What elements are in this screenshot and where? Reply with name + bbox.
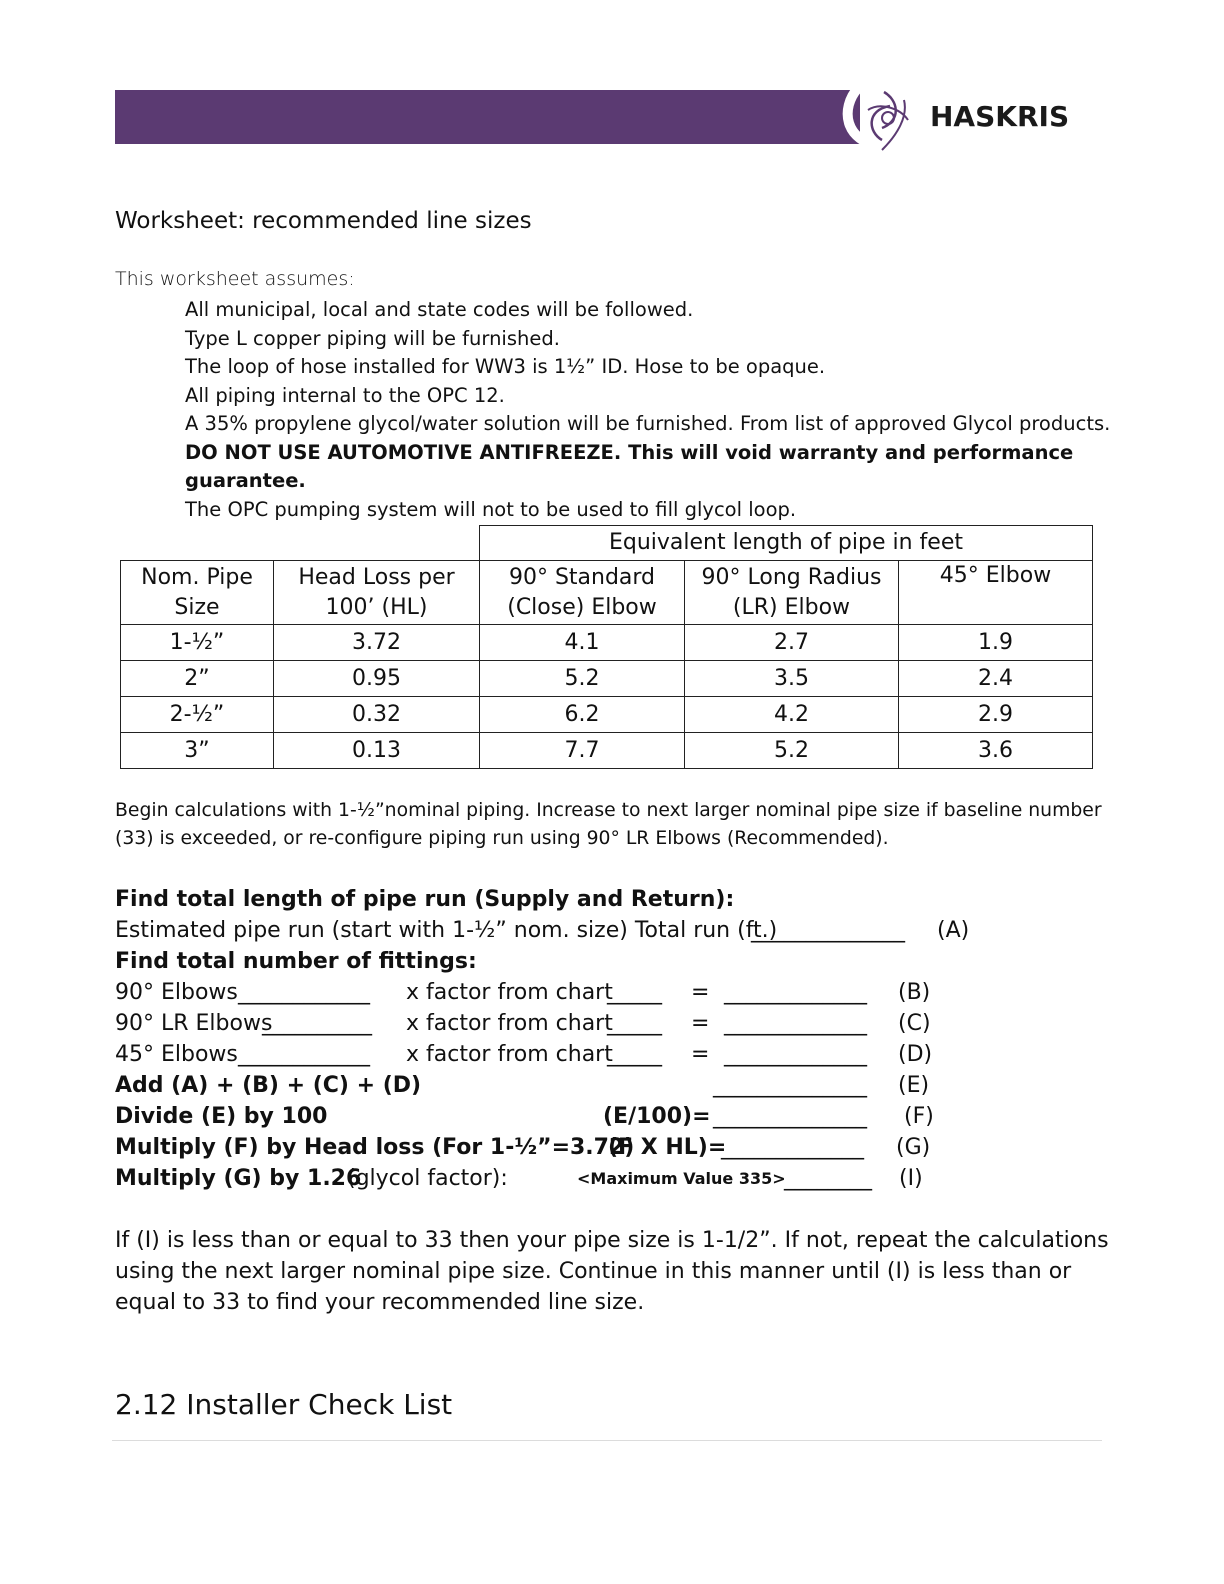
factor-label: x factor from chart [406, 980, 613, 1005]
calc-row [115, 884, 1115, 915]
table-cell: 4.1 [480, 625, 685, 661]
label-d: (D) [898, 1042, 933, 1067]
elbow90-result-blank[interactable]: _____________ [724, 980, 867, 1005]
add-step-label: Add (A) + (B) + (C) + (D) [115, 1073, 422, 1098]
elbow90lr-label: 90° LR Elbows [115, 1011, 273, 1036]
label-i: (I) [899, 1166, 923, 1191]
estimated-run-label: Estimated pipe run (start with 1-½” nom. size) Total run (ft.) [115, 918, 778, 943]
elbow90lr-factor-blank[interactable]: _____ [607, 1011, 662, 1036]
table-cell: 2” [121, 661, 274, 697]
table-cell: 2-½” [121, 697, 274, 733]
divide-expression: (E/100)= [603, 1104, 711, 1129]
table-cell: 1-½” [121, 625, 274, 661]
pipe-length-table [120, 525, 1093, 769]
factor-label: x factor from chart [406, 1011, 613, 1036]
table-cell: 4.2 [685, 697, 899, 733]
table-row [121, 733, 1093, 769]
table-cell: 5.2 [480, 661, 685, 697]
find-length-heading: Find total length of pipe run (Supply and Return): [115, 887, 735, 912]
table-row [121, 661, 1093, 697]
find-fittings-heading: Find total number of fittings: [115, 949, 477, 974]
calc-row [115, 1070, 1115, 1101]
result-g-blank[interactable]: _____________ [721, 1135, 864, 1160]
section-divider [112, 1440, 1102, 1441]
label-c: (C) [898, 1011, 931, 1036]
sum-e-blank[interactable]: ______________ [713, 1073, 867, 1098]
max-value-note: <Maximum Value 335> [577, 1169, 786, 1188]
table-cell: 0.95 [274, 661, 480, 697]
table-cell: 3.6 [899, 733, 1093, 769]
table-cell: 0.32 [274, 697, 480, 733]
divide-step-label: Divide (E) by 100 [115, 1104, 328, 1129]
column-header: Nom. Pipe Size [121, 561, 274, 625]
assumption-item: All municipal, local and state codes will be followed. [185, 298, 694, 321]
section-heading: 2.12 Installer Check List [115, 1388, 453, 1421]
table-cell: 6.2 [480, 697, 685, 733]
elbow45-label: 45° Elbows [115, 1042, 238, 1067]
table-cell: 5.2 [685, 733, 899, 769]
assumption-item: The OPC pumping system will not to be used to fill glycol loop. [185, 497, 797, 521]
column-header: 90° Long Radius (LR) Elbow [685, 561, 899, 625]
calc-row [115, 1039, 1115, 1070]
table-cell: 3.5 [685, 661, 899, 697]
elbow45-result-blank[interactable]: _____________ [724, 1042, 867, 1067]
calc-row [115, 946, 1115, 977]
calc-row [115, 915, 1115, 946]
swirl-logo-icon [838, 80, 928, 156]
multiply-f-label: Multiply (F) by Head loss (For 1-½”=3.72) [115, 1135, 635, 1160]
label-g: (G) [896, 1135, 931, 1160]
elbow90-count-blank[interactable]: ____________ [238, 980, 370, 1005]
factor-label: x factor from chart [406, 1042, 613, 1067]
calc-row [115, 1163, 1115, 1194]
assumptions-intro: This worksheet assumes: [115, 268, 355, 290]
table-cell: 0.13 [274, 733, 480, 769]
equals-sign: = [691, 1011, 710, 1036]
elbow90lr-count-blank[interactable]: __________ [262, 1011, 372, 1036]
total-run-blank[interactable]: ______________ [751, 918, 905, 943]
elbow90-factor-blank[interactable]: _____ [607, 980, 662, 1005]
multiply-g-label: Multiply (G) by 1.26 [115, 1166, 362, 1191]
label-f: (F) [904, 1104, 934, 1129]
assumptions-list [185, 296, 1115, 524]
result-f-blank[interactable]: ______________ [713, 1104, 867, 1129]
label-b: (B) [898, 980, 931, 1005]
column-header: Head Loss per 100’ (HL) [274, 561, 480, 625]
calc-row [115, 1101, 1115, 1132]
assumption-item: The loop of hose installed for WW3 is 1½” ID. Hose to be opaque. [185, 355, 826, 378]
column-header: 90° Standard (Close) Elbow [480, 561, 685, 625]
table-cell: 2.7 [685, 625, 899, 661]
label-a: (A) [937, 918, 970, 943]
table-row [121, 625, 1093, 661]
column-header: 45° Elbow [899, 561, 1093, 625]
haskris-logo [838, 80, 1108, 156]
table-cell: 3.72 [274, 625, 480, 661]
antifreeze-warning: DO NOT USE AUTOMOTIVE ANTIFREEZE. This will void warranty and performance guarantee. [185, 440, 1074, 492]
elbow90-label: 90° Elbows [115, 980, 238, 1005]
result-i-blank[interactable]: ________ [784, 1166, 872, 1191]
calc-row [115, 1132, 1115, 1163]
elbow45-count-blank[interactable]: ____________ [238, 1042, 370, 1067]
assumption-item: Type L copper piping will be furnished. [185, 326, 560, 350]
header-banner [115, 90, 860, 144]
calc-row [115, 1008, 1115, 1039]
table-row [121, 697, 1093, 733]
brand-wordmark: HASKRIS [930, 100, 1070, 133]
worksheet-title: Worksheet: recommended line sizes [115, 208, 532, 234]
begin-calculations-note: Begin calculations with 1-½”nominal piping. Increase to next larger nominal pipe size if baseline number (33) is exceeded, or re-configure piping run using 90° LR Elbows (Recommended). [115, 800, 1102, 849]
equals-sign: = [691, 980, 710, 1005]
closing-note: If (I) is less than or equal to 33 then your pipe size is 1-1/2”. If not, repeat the calculations using the next larger nominal pipe size. Continue in this manner until (I) is less than or equal to 33 to find your recommended line size. [115, 1228, 1109, 1315]
label-e: (E) [898, 1073, 930, 1098]
table-cell: 2.9 [899, 697, 1093, 733]
assumption-item: All piping internal to the OPC 12. [185, 383, 505, 407]
table-cell: 7.7 [480, 733, 685, 769]
multiply-f-expression: (F X HL)= [608, 1135, 727, 1160]
table-cell: 3” [121, 733, 274, 769]
assumption-item: A 35% propylene glycol/water solution will be furnished. From list of approved Glycol products. [185, 412, 1111, 435]
calculation-worksheet [115, 884, 1115, 1194]
equals-sign: = [691, 1042, 710, 1067]
table-cell: 2.4 [899, 661, 1093, 697]
elbow45-factor-blank[interactable]: _____ [607, 1042, 662, 1067]
elbow90lr-result-blank[interactable]: _____________ [724, 1011, 867, 1036]
group-header: Equivalent length of pipe in feet [480, 526, 1093, 561]
glycol-factor-label: (glycol factor): [347, 1166, 508, 1191]
calc-row [115, 977, 1115, 1008]
table-cell: 1.9 [899, 625, 1093, 661]
